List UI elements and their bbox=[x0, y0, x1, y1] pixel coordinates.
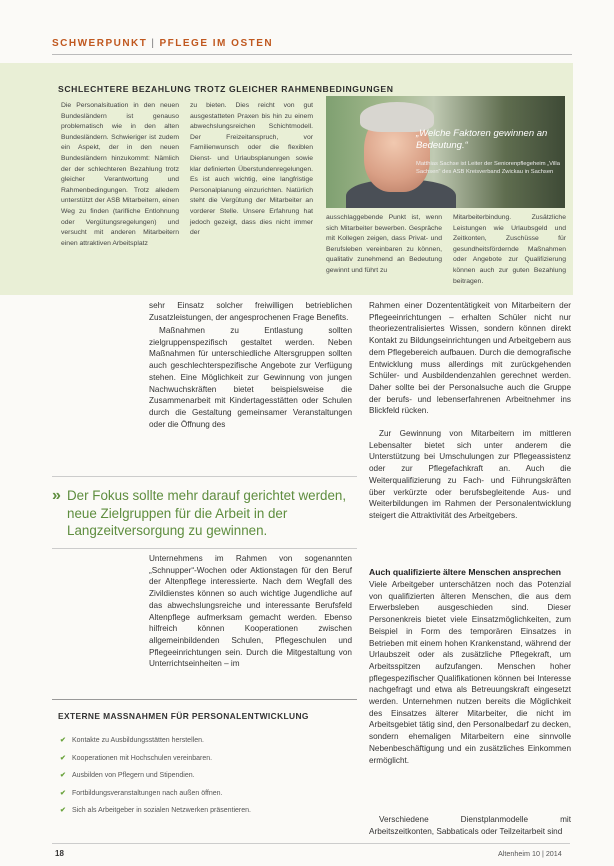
photo-quote: „Welche Faktoren gewinnen an Bedeutung.“ bbox=[416, 128, 548, 151]
list-item bbox=[60, 750, 360, 768]
external-measures-title: EXTERNE MASSNAHMEN FÜR PERSONALENTWICKLUNG bbox=[58, 711, 309, 721]
top-rule bbox=[52, 54, 572, 55]
page-number: 18 bbox=[55, 849, 64, 858]
section-topic: PFLEGE IM OSTEN bbox=[159, 38, 274, 49]
list-item-text: Sich als Arbeitgeber in sozialen Netzwerken präsentieren. bbox=[72, 807, 251, 815]
footer-rule bbox=[52, 843, 570, 844]
magazine-issue: Altenheim 10 | 2014 bbox=[498, 849, 562, 858]
section-label: SCHWERPUNKT bbox=[52, 38, 148, 49]
left-col-paragraph-2: Unternehmens im Rahmen von sogenannten „Schnupper“-Wochen oder Aktionstagen für den Beruf der Altenpflege interessierte. Nach dem Wegfall des Zivildienstes können so auch wichtige Jugendliche auf das abwechslungsreiche und interessante Berufsfeld Altenpflege aufmerksam gemacht werden. Ebenso hilfreich können Kooperationen zwischen allgemeinbildenden Schulen, Pflegeschulen und Pflegeeinrichtungen sein. Durch die Mitgestaltung von Unterrichtseinheiten – im bbox=[149, 554, 352, 669]
check-icon: ✔ bbox=[60, 772, 66, 780]
list-item-text: Kooperationen mit Hochschulen vereinbaren. bbox=[72, 754, 213, 762]
list-item-text: Ausbilden von Pflegern und Stipendien. bbox=[72, 772, 195, 780]
photo-caption: Matthias Sachse ist Leiter der Seniorenpflegeheim „Villa Sachsen“ des ASB Kreisverband Zwickau in Sachsen bbox=[416, 161, 560, 176]
left-col-top: sehr Einsatz solcher freiwilligen betrieblichen Zusatzleistungen, der angesprochenen Frage Benefits. bbox=[149, 301, 352, 322]
check-icon: ✔ bbox=[60, 754, 66, 762]
list-item-text: Kontakte zu Ausbildungsstätten herstellen. bbox=[72, 737, 204, 744]
double-chevron-icon: » bbox=[52, 487, 61, 504]
header-separator: | bbox=[151, 38, 156, 49]
right-col-paragraph-3: Viele Arbeitgeber unterschätzen noch das Potenzial von qualifizierten älteren Menschen, die aus dem Erwerbsleben ausgeschieden sind. Dieser Personenkreis bietet viele Einsatzmöglichkeiten, zum Beispiel in Form des temporären Einsatzes in Betrieben mit einem hohen Krankenstand, während der Urlaubszeit oder als zusätzliche Pflegekraft, um Arbeitsspitzen aufzufangen. Menschen hoher pflegespezifischer Qualifikationen können bei Interesse nachgefragt und etwa als Betreuungskraft eingesetzt werden. Unternehmen nutzen bereits die Möglichkeit des Einsatzes älterer Mitarbeiter, die nicht im Arbeitsgebiet tätig sind, den Personalbedarf zu decken, sondern ehemaligen Mitarbeitern eine sinnvolle Nebenbeschäftigung und ein zusätzliches Einkommen ermöglicht. bbox=[369, 580, 571, 765]
pull-quote-rule-top bbox=[52, 476, 357, 477]
left-col-paragraph: Maßnahmen zu Entlastung sollten zielgruppenspezifisch gestaltet werden. Neben Maßnahmen für unterschiedliche Altersgruppen sollten auch geschlechterspezifische Angebote zur Verfügung stehen. Eine Möglichkeit zur Gewinnung von jungen Nachwuchskräften bietet beispielsweise die Zusammenarbeit mit Kindertagesstätten oder Schulen durch die Gestaltung gemeinsamer Veranstaltungen oder die Öffnung des bbox=[149, 326, 352, 429]
check-icon: ✔ bbox=[60, 807, 66, 815]
list-item bbox=[60, 767, 360, 785]
info-box-col1: Die Personalsituation in den neuen Bundesländern ist genauso problematisch wie in den alten Bundesländern. Schwieriger ist zudem ein Aspekt, der in den neuen Bundesländern hinzukommt: Nämlich der der schlechteren Bezahlung trotz gleicher Verantwortung und Rahmenbedingungen. Trotz alledem unterstützt der ASB Mitarbeitern, einen Weg zu finden (tarifliche Entlohnung oder Vergütungsregelungen) und versucht mit anderen Mitarbeitern einen attraktiven Arbeitsplatz bbox=[61, 102, 179, 247]
external-box-rule bbox=[52, 699, 357, 700]
section-header bbox=[52, 38, 273, 49]
list-item bbox=[60, 785, 360, 803]
info-box-col2: zu bieten. Dies reicht von gut ausgestatteten Praxen bis hin zu einem abwechslungsreichen Schichtmodell. Der Freizeitanspruch, vor Familienwunsch oder die flexiblen Dienst- und Urlaubsplanungen sowie klar definierten Überstundenregelungen. Es ist auch wichtig, eine langfristige Personalplanung einzurichten. Natürlich steht die Vergütung der Mitarbeiter an vorderer Stelle. Unsere Erfahrung hat jedoch gezeigt, dass dies nicht immer der bbox=[190, 102, 313, 237]
list-item-text: Fortbildungsveranstaltungen nach außen öffnen. bbox=[72, 789, 223, 797]
info-box-title: SCHLECHTERE BEZAHLUNG TROTZ GLEICHER RAHMENBEDINGUNGEN bbox=[58, 84, 394, 94]
list-item bbox=[60, 732, 360, 750]
external-measures-list bbox=[60, 732, 360, 820]
right-col-paragraph-1: Rahmen einer Dozententätigkeit von Mitarbeitern der Pflegeeinrichtungen – erhalten Schüler nicht nur theoriezentralisiertes Wissen, sondern können direkt Kontakt zu Bildungseinrichtungen und Arbeitgebern aus dem Pflegebereich aufbauen. Durch die demografische Entwicklung muss allerdings mit zurückgehenden Schüler- und Ausbildendenzahlen gerechnet werden. Daher sollte bei der Personalsuche auch die Gruppe der berufs- und lebenserfahrenen Arbeitnehmer ins Blickfeld rücken. bbox=[369, 301, 571, 416]
check-icon: ✔ bbox=[60, 789, 66, 797]
pull-quote-rule-bottom bbox=[52, 548, 357, 549]
pull-quote: Der Fokus sollte mehr darauf gerichtet werden, neue Zielgruppen für die Arbeit in der Langzeitversorgung zu gewinnen. bbox=[67, 488, 347, 539]
list-item bbox=[60, 802, 360, 820]
portrait-photo bbox=[326, 96, 565, 208]
info-box-col4: Mitarbeiterbindung. Zusätzliche Leistungen wie Urlaubsgeld und Zeitkonten, Zuschüsse für gesundheitsfördernde Maßnahmen oder Angebote zur Qualifizierung können auch zur guten Bezahlung beitragen. bbox=[453, 214, 566, 285]
info-box-col3: ausschlaggebende Punkt ist, wenn sich Mitarbeiter bewerben. Gespräche mit Kollegen zeigen, dass Privat- und Berufsleben vereinbaren zu können, qualitativ zunehmend an Bedeutung gewinnt und führt zu bbox=[326, 214, 442, 274]
right-col-paragraph-2: Zur Gewinnung von Mitarbeitern im mittleren Lebensalter bietet sich unter anderem die Unterstützung bei Umschulungen zur Pflegeassistenz oder zur Pflegefachkraft an. Auch die Weiterqualifizierung zu Fach- und Führungskräften über verkürzte oder berufsbegleitende Aus- und Weiterbildungen im Rahmen der Personalentwicklung steigert die Attraktivität des Arbeitgebers. bbox=[369, 429, 571, 520]
right-col-paragraph-4: Verschiedene Dienstplanmodelle mit Arbeitszeitkonten, Sabbaticals oder Teilzeitarbeit sind bbox=[369, 815, 571, 836]
check-icon: ✔ bbox=[60, 737, 66, 744]
subheading: Auch qualifizierte ältere Menschen ansprechen bbox=[369, 567, 561, 577]
